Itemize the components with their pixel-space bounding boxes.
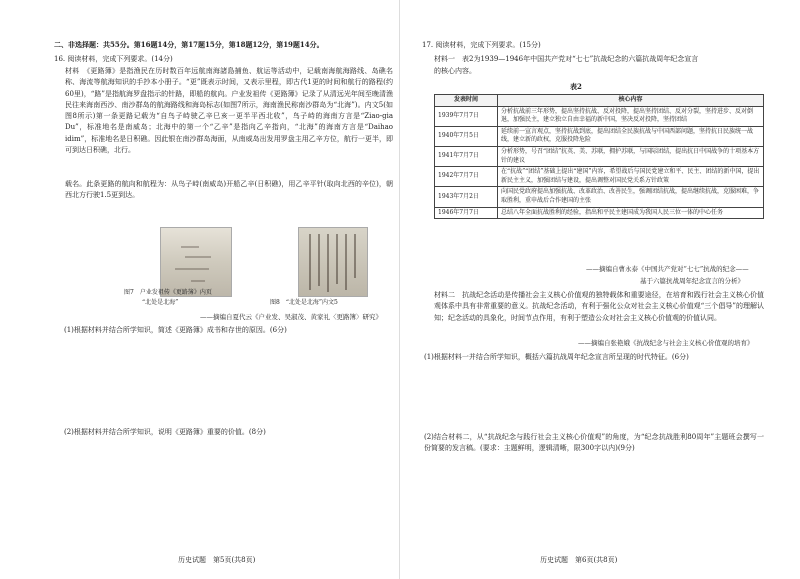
source-citation-2a: ——摘编自曹永泰《中国共产党对“七七”抗战的纪念—— bbox=[586, 265, 749, 273]
figure-8-image bbox=[298, 227, 368, 297]
table-row bbox=[435, 146, 764, 166]
row-date: 1942年7月7日 bbox=[435, 167, 498, 187]
q17-title: 17. 阅读材料，完成下列要求。(15分) bbox=[422, 41, 541, 49]
q17-sub2: (2)结合材料二，从“抗战纪念与践行社会主义核心价值观”的角度，为“纪念抗战胜利80周年”主题班会撰写一份简要的发言稿。(要求：主题鲜明，逻辑清晰，限300字以内)(9分) bbox=[424, 433, 764, 453]
material1-intro-2: 的核心内容。 bbox=[434, 67, 476, 75]
table-header-row bbox=[435, 95, 764, 107]
page-footer: 历史试题 第5页(共8页) bbox=[178, 556, 256, 564]
q16-sub1: (1)根据材料并结合所学知识，简述《更路簿》成书和存世的原因。(6分) bbox=[64, 326, 287, 334]
table-row bbox=[435, 126, 764, 146]
source-citation-2b: 基于六篇抗战周年纪念宣言的分析》 bbox=[640, 277, 744, 285]
source-citation: ——摘编自夏代云《户业发、吴淑茂、黄家礼〈更路簿〉研究》 bbox=[200, 313, 382, 321]
scribble bbox=[191, 280, 205, 282]
table-title: 表2 bbox=[570, 82, 582, 91]
table-row bbox=[435, 207, 764, 219]
figure-7-caption: 图7 户业发祖传《更路簿》内页 bbox=[124, 289, 212, 296]
q16-material: 材料 《更路簿》是指渔民在历时数百年远航南海諸島捕鱼、航运等活动中，记载南海航海路线、岛礁名称、海流等航海知识的手抄本小册子。“更”既表示时间，又表示里程，即古代1更的时间和航行的路程(约60里)，“路”是指航海罗盘指示的针路，即船的航向。户业发祖传《更路簿》记录了从清远光年间至晚清渔民往来海南西沙、南沙群岛的航海路线和海岛标志(如图7所示，海南渔民称南沙群岛为“北海”)。内文5(如图8所示)第一条更路记载为“自鸟子峙驶乙辛巳亥一更半平西北收”，鸟子峙的海南方言是“Ziao-gia Du”，标准地名是南威岛；北海中的第一个“乙辛”是指向乙辛指向，“北海”的海南方言是“Daihao idim”，标准地名是日积礁。因此银在南沙群岛海面，从南威岛出发用罗盘主用乙辛方位，航行一更半，即可到达日积礁，北行。 bbox=[65, 67, 393, 155]
text-column bbox=[309, 234, 311, 290]
q16-sub2: (2)根据材料并结合所学知识，说明《更路簿》重要的价值。(8分) bbox=[64, 428, 266, 436]
table-row bbox=[435, 106, 764, 126]
text-column bbox=[345, 234, 347, 290]
right-page bbox=[400, 0, 800, 579]
material2: 材料二 抗战纪念活动是传播社会主义核心价值观的独特载体和重要途径，在培育和践行社会主义核心价值观体系中具有非常重要的意义。抗战纪念活动，有利于强化公众对社会主义核心价值观“三个倡导”的理解认知；纪念活动的具象化，时间节点作用，有利于塑造公众对社会主义核心价值观的价值认同。 bbox=[434, 291, 764, 322]
table-row bbox=[435, 187, 764, 207]
text-column bbox=[327, 234, 329, 292]
table-row bbox=[435, 167, 764, 187]
source-citation-3: ——摘编自张艳娥《抗战纪念与社会主义核心价值观的培育》 bbox=[578, 339, 754, 347]
row-content: 分析形势，号召“团结”抗英、美、苏联，拥护苏联，与国际团结，提出抗日中国战争的十项基本方针的建议 bbox=[498, 146, 764, 166]
q16-title: 16. 阅读材料，完成下列要求。(14分) bbox=[54, 55, 173, 63]
scribble bbox=[185, 256, 211, 258]
scribble bbox=[175, 268, 209, 270]
row-content: 总结八年全面抗战胜利的经验，指出和平民主建国成为我国人民三位一体的中心任务 bbox=[498, 207, 764, 219]
text-column bbox=[336, 234, 338, 284]
figure-7-image bbox=[160, 227, 232, 297]
row-date: 1943年7月2日 bbox=[435, 187, 498, 207]
q16-material-tail: 载名。此条更路的航向和航程为：从鸟子峙(南威岛)开船乙辛(日积礁)，用乙辛平针(取向北西的辛位)，朝西北方行驶1.5更到达。 bbox=[65, 180, 393, 200]
q17-sub1: (1)根据材料一并结合所学知识，概括六篇抗战周年纪念宣言所呈现的时代特征。(6分) bbox=[424, 353, 689, 361]
row-content: 向国民党政府提出加强抗战、改革政治、改善民生，强调团结抗战，提出继续抗战，克服困难，争取胜利，重申战后合作建国的主张 bbox=[498, 187, 764, 207]
row-date: 1941年7月7日 bbox=[435, 146, 498, 166]
row-date: 1940年7月5日 bbox=[435, 126, 498, 146]
row-content: 在“抗战”“团结”基础上提出“建国”内容，希望战后与国民党建立和平、民主、团结的新中国，提出新民主主义，加强团结与建设，提出调整对国民党关系方针政策 bbox=[498, 167, 764, 187]
scribble bbox=[181, 246, 199, 248]
figure-7-caption-2: “北处是北海” bbox=[142, 299, 179, 306]
row-date: 1946年7月7日 bbox=[435, 207, 498, 219]
text-column bbox=[318, 234, 320, 286]
row-content: 延续前一宣言观点，坚持抗战到底，提出团结全民族抗战与中国西部问题，坚持抗日民族统一战线，建立新的政权，克服投降危险 bbox=[498, 126, 764, 146]
text-column bbox=[354, 234, 356, 278]
material1-intro: 材料一 表2为1939—1946年中国共产党对“七七”抗战纪念的六篇抗战周年纪念宣言 bbox=[434, 55, 699, 63]
header-date: 发表时间 bbox=[435, 95, 498, 107]
data-table bbox=[434, 94, 764, 219]
section-header: 二、非选择题：共55分。第16题14分，第17题15分，第18题12分，第19题14分。 bbox=[54, 40, 324, 49]
row-date: 1939年7月7日 bbox=[435, 106, 498, 126]
figure-8-caption: 图8 “北处是北海”内文5 bbox=[270, 299, 338, 306]
row-content: 分析抗战前三年形势，提出坚持抗战、反对投降，提出坚持团结、反对分裂，坚持进步、反对倒退，加强民主，建立独立自由幸福的新中国，坚决反对投降，坚持团结 bbox=[498, 106, 764, 126]
page-footer: 历史试题 第6页(共8页) bbox=[540, 556, 618, 564]
header-content: 核心内容 bbox=[498, 95, 764, 107]
